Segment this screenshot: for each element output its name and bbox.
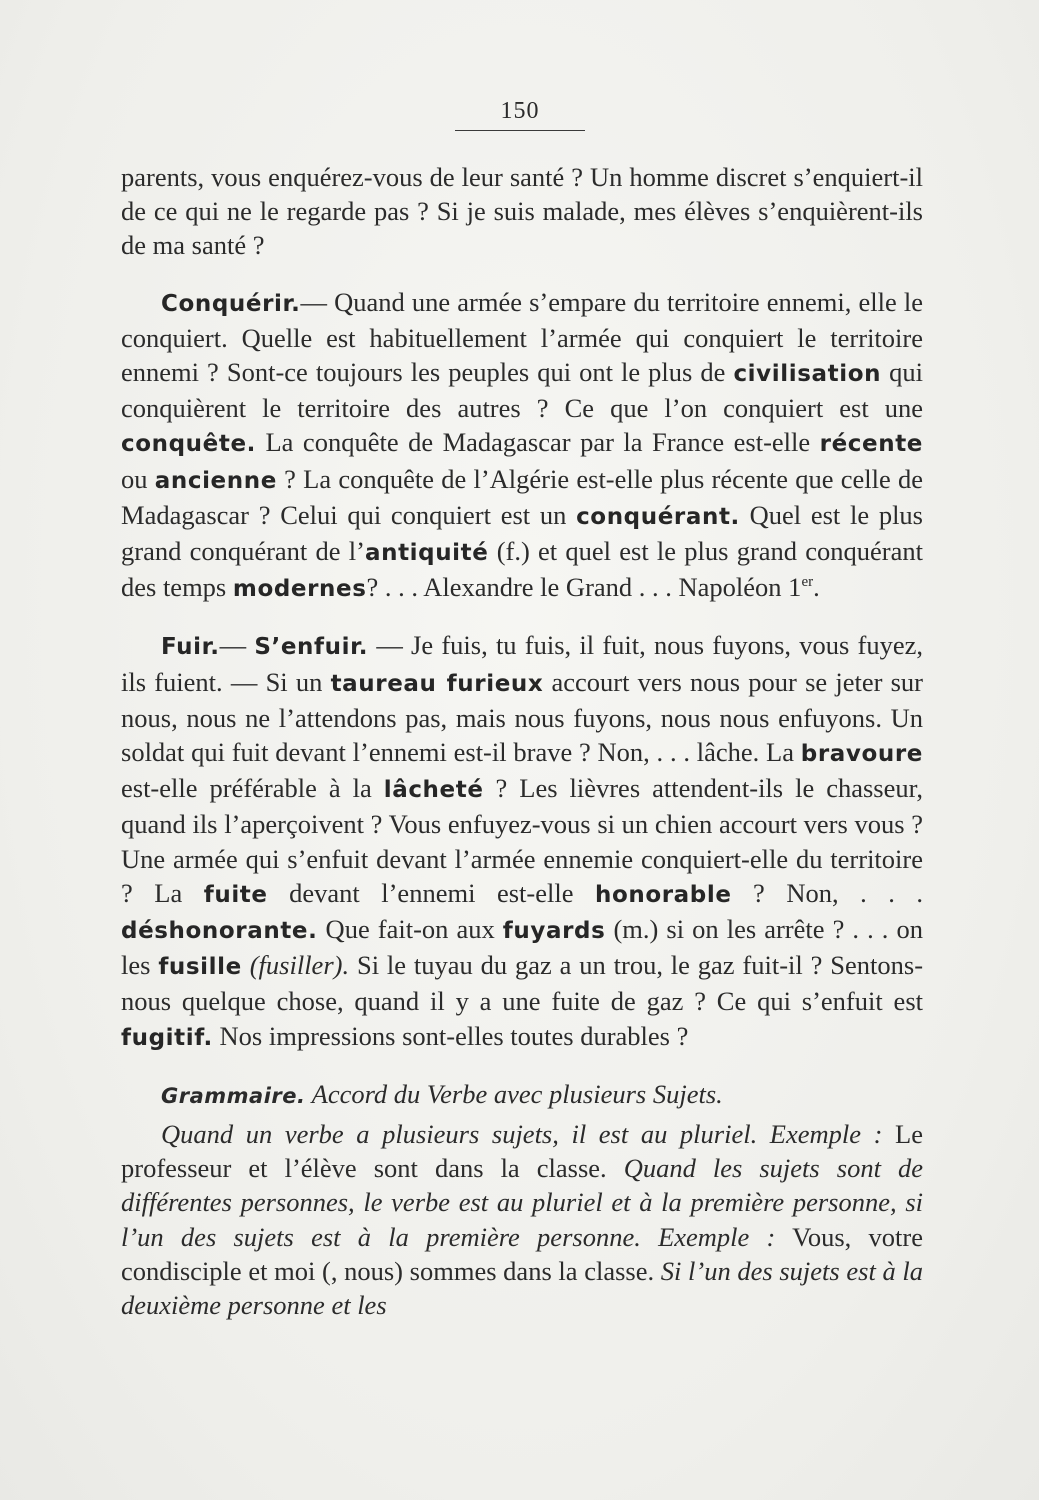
bold-term: bravoure — [800, 741, 923, 768]
text-span: Quel est le plus grand conquérant de l’ — [121, 499, 923, 567]
grammar-label: Grammaire. — [161, 1083, 306, 1108]
text-span: — Je fuis, tu fuis, il fuit, nous fuyons, vous fuyez, ils fuient. — Si un — [121, 630, 924, 697]
header-rule — [455, 130, 585, 131]
paragraph-fuir — [121, 628, 923, 1054]
text-span: Nos impressions sont-elles toutes durables ? — [212, 1020, 689, 1051]
text-span: — Quand une armée s’empare du territoire ennemi, elle le conquiert. Quelle est habituellement l’armée qui conquiert le territoire ennemi ? Sont-ce toujours les peuples qui ont le plus de — [121, 286, 923, 388]
text-span: Vous, votre condisciple et moi (, nous) sommes dans la classe. — [121, 1221, 923, 1286]
headword-senfuir: S’enfuir. — [254, 634, 369, 661]
bold-term: honorable — [594, 881, 732, 908]
italic-text: Si l’un des sujets est à la deuxième personne et les — [121, 1255, 923, 1321]
bold-term: déshonorante. — [121, 918, 318, 945]
bold-term: fuite — [203, 881, 268, 908]
headword-conquerir: Conquérir. — [161, 290, 301, 317]
text-span: La conquête de Madagascar par la France est-elle — [255, 427, 820, 458]
bold-term: fusille — [158, 954, 242, 981]
text-span: (m.) si on les arrête ? . . . on les — [121, 914, 923, 981]
bold-term: antiquité — [364, 540, 489, 567]
bold-term: modernes — [232, 576, 367, 603]
grammar-heading — [121, 1077, 923, 1113]
text-span: ? Non, . . . — [731, 877, 923, 908]
grammar-rule — [121, 1117, 923, 1322]
page-text — [121, 160, 923, 1322]
text-span: devant l’ennemi est-elle — [267, 877, 595, 908]
text-span: qui conquièrent le territoire des autres ? Ce que l’on conquiert est une — [121, 357, 923, 424]
bold-term: fugitif. — [121, 1024, 213, 1051]
text-span: (f.) et quel est le plus grand conquérant des temps — [121, 536, 923, 603]
text-span: parents, vous enquérez-vous de leur santé ? Un homme discret s’enquiert-il de ce qui ne le regarde pas ? Si je suis malade, mes élèves s’enquièrent-ils de ma santé ? — [121, 162, 923, 261]
bold-term: lâcheté — [383, 777, 484, 804]
text-span: Que fait-on aux — [317, 914, 503, 945]
grammar-title: Accord du Verbe avec plusieurs Sujets. — [305, 1078, 723, 1109]
headword-fuir: Fuir. — [161, 634, 220, 661]
text-span: ? La conquête de l’Algérie est-elle plus récente que celle de Madagascar ? Celui qui conquiert est un — [121, 463, 924, 530]
text-span: ou — [121, 463, 155, 494]
bold-term: civilisation — [733, 361, 882, 388]
text-span: ? Les lièvres attendent-ils le chasseur, quand ils l’aperçoivent ? Vous enfuyez-vous si un chien accourt vers vous ? Une armée qui s’enfuit devant l’armée ennemie conquiert-elle du territoire ? La — [121, 773, 923, 908]
text-span: ? . . . Alexandre le Grand . . . Napoléon 1 — [366, 572, 802, 603]
bold-term: conquête. — [121, 431, 256, 458]
paragraph-conquerir — [121, 285, 923, 607]
text-span — [242, 950, 250, 980]
italic-text: Quand les sujets sont de différentes personnes, le verbe est au pluriel et à la première personne, si l’un des sujets est à la première personne. Exemple : — [121, 1153, 923, 1252]
text-span: Le professeur et l’élève sont dans la classe. — [121, 1119, 923, 1184]
bold-term: fuyards — [502, 918, 606, 945]
bold-term: conquérant. — [576, 503, 740, 530]
paragraph-enquerir — [121, 160, 923, 263]
bold-term: taureau furieux — [330, 670, 544, 697]
text-span: Si le tuyau du gaz a un trou, le gaz fuit-il ? Sentons-nous quelque chose, quand il y a une fuite de gaz ? Ce qui s’enfuit est — [121, 950, 924, 1017]
bold-term: ancienne — [154, 467, 277, 494]
superscript: er — [801, 574, 814, 591]
text-span: — — [219, 630, 255, 661]
page-number: 150 — [500, 98, 540, 124]
text-span: accourt vers nous pour se jeter sur nous, nous ne l’attendons pas, mais nous fuyons, nous nous enfuyons. Un soldat qui fuit devant l’ennemi est-il brave ? Non, . . . lâche. La — [121, 666, 924, 768]
bold-term: récente — [819, 431, 923, 458]
text-span: . — [813, 572, 820, 603]
italic-term: (fusiller). — [249, 950, 350, 981]
italic-text: Quand un verbe a plusieurs sujets, il est au pluriel. Exemple : — [161, 1119, 883, 1150]
text-span: est-elle préférable à la — [121, 773, 384, 804]
